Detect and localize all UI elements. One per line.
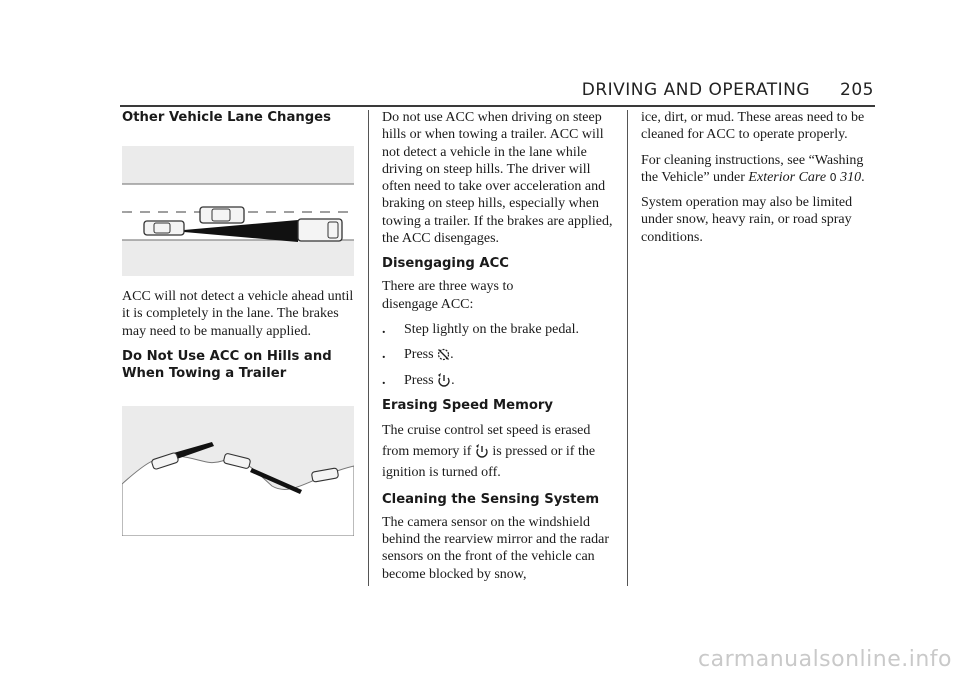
column-1	[122, 109, 354, 536]
watermark: carmanualsonline.info	[698, 647, 952, 672]
cruise-on-off-icon	[437, 373, 451, 388]
figure-hills	[122, 406, 354, 536]
bullet-text-1: Step lightly on the brake pedal.	[404, 321, 579, 337]
heading-hills-trailer: Do Not Use ACC on Hills and When Towing a Trailer	[122, 348, 332, 381]
header-rule	[120, 105, 875, 107]
page-ref-arrow: 0	[829, 170, 837, 184]
list-item: . Step lightly on the brake pedal.	[382, 321, 579, 337]
merging-car-icon	[200, 207, 244, 223]
heading-erasing-speed-memory: Erasing Speed Memory	[382, 397, 554, 413]
cleaning-continued-paragraph: ice, dirt, or mud. These areas need to be cleaned for ACC to operate properly.	[641, 110, 865, 143]
bullet-text-3: Press	[404, 372, 434, 388]
section-title: DRIVING AND OPERATING	[581, 80, 811, 100]
erase-text-b: is pressed or if the ignition is turned off.	[382, 443, 596, 480]
column-2	[382, 109, 614, 583]
column-divider-1	[368, 110, 369, 586]
bullet-period-3: .	[451, 372, 455, 388]
erase-paragraph	[382, 420, 614, 483]
page-header	[582, 80, 874, 100]
bullet-period-2: .	[450, 347, 454, 363]
lead-car-icon	[144, 221, 184, 235]
list-item: . Press .	[382, 347, 454, 363]
page-number: 205	[840, 80, 874, 100]
page-ref[interactable]: 310	[840, 169, 862, 185]
column-3	[641, 109, 873, 246]
lane-change-paragraph: ACC will not detect a vehicle ahead until it is completely in the lane. The brakes may need to be manually applied.	[122, 289, 354, 339]
truck-icon	[298, 219, 342, 241]
heading-cleaning-sensing-system: Cleaning the Sensing System	[382, 491, 600, 507]
cruise-cancel-icon	[437, 348, 450, 361]
page-ref-period: .	[861, 169, 865, 185]
figure-lane-change	[122, 146, 354, 276]
erase-text-a: The cruise control set speed is erased from memory if	[382, 422, 591, 459]
cruise-on-off-icon	[475, 444, 489, 459]
system-limited-paragraph: System operation may also be limited under snow, heavy rain, or road spray conditions.	[641, 195, 853, 245]
cleaning-instructions-paragraph	[641, 152, 873, 187]
list-item: . Press .	[382, 372, 455, 388]
heading-disengaging-acc: Disengaging ACC	[382, 256, 509, 272]
cleaning-paragraph: The camera sensor on the windshield behind the rearview mirror and the radar sensors on the front of the vehicle can become blocked by snow,	[382, 514, 610, 582]
heading-other-vehicle-lane-changes: Other Vehicle Lane Changes	[122, 110, 331, 125]
bullet-text-2: Press	[404, 347, 434, 363]
column-divider-2	[627, 110, 628, 586]
hills-paragraph: Do not use ACC when driving on steep hills or when towing a trailer. ACC will not detect a vehicle in the lane while driving on steep hills. The driver will often need to take over acceleration and braking on steep hills, especially when towing a trailer. If the brakes are applied, the ACC disengages.	[382, 110, 613, 247]
cleaning-instructions-text: For cleaning instructions, see “Washing the Vehicle” under	[641, 152, 864, 185]
exterior-care-link[interactable]: Exterior Care	[748, 169, 827, 185]
disengage-intro: There are three ways to disengage ACC:	[382, 279, 514, 312]
